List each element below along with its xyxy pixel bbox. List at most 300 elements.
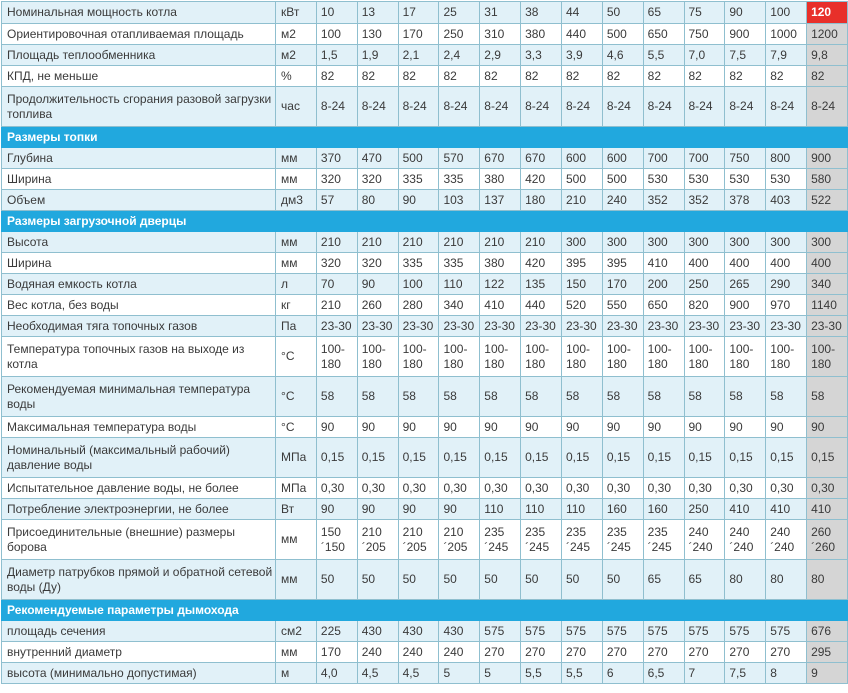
value-cell: 100-180: [766, 337, 807, 377]
value-cell: 82: [480, 66, 521, 87]
value-cell: 235 ´245: [602, 520, 643, 560]
value-cell: 430: [357, 621, 398, 642]
table-row: [2, 337, 848, 377]
value-cell: 100-180: [357, 337, 398, 377]
value-cell: 70: [316, 274, 357, 295]
value-cell: 82: [766, 66, 807, 87]
value-cell: 575: [725, 621, 766, 642]
value-cell: 8-24: [480, 87, 521, 127]
value-cell: 395: [602, 253, 643, 274]
value-cell: 58: [725, 377, 766, 417]
value-cell: 235 ´245: [521, 520, 562, 560]
value-cell: 700: [684, 148, 725, 169]
value-cell: 50: [602, 2, 643, 24]
parameter-label: Объем: [2, 190, 276, 211]
value-cell: 0,15: [725, 438, 766, 478]
value-cell-highlighted: 1140: [807, 295, 848, 316]
value-cell: 240: [398, 642, 439, 663]
parameter-label: Ориентировочная отапливаемая площадь: [2, 24, 276, 45]
value-cell: 970: [766, 295, 807, 316]
value-cell: 210: [521, 232, 562, 253]
value-cell: 50: [316, 560, 357, 600]
value-cell: 340: [439, 295, 480, 316]
value-cell: 410: [766, 499, 807, 520]
value-cell: 210: [357, 232, 398, 253]
value-cell: 50: [480, 560, 521, 600]
unit-cell: Вт: [276, 499, 317, 520]
unit-cell: дм3: [276, 190, 317, 211]
value-cell: 300: [684, 232, 725, 253]
value-cell: 270: [521, 642, 562, 663]
parameter-label: Испытательное давление воды, не более: [2, 478, 276, 499]
value-cell: 23-30: [316, 316, 357, 337]
value-cell: 300: [561, 232, 602, 253]
parameter-label: Номинальная мощность котла: [2, 2, 276, 24]
value-cell: 100-180: [316, 337, 357, 377]
value-cell: 180: [521, 190, 562, 211]
value-cell: 0,15: [684, 438, 725, 478]
value-cell: 25: [439, 2, 480, 24]
value-cell: 5,5: [643, 45, 684, 66]
value-cell: 320: [357, 253, 398, 274]
value-cell: 290: [766, 274, 807, 295]
value-cell: 575: [480, 621, 521, 642]
parameter-label: Присоединительные (внешние) размеры борова: [2, 520, 276, 560]
value-cell: 90: [480, 417, 521, 438]
value-cell: 225: [316, 621, 357, 642]
value-cell: 0,15: [766, 438, 807, 478]
value-cell: 170: [602, 274, 643, 295]
value-cell: 8-24: [316, 87, 357, 127]
value-cell: 8-24: [602, 87, 643, 127]
value-cell: 65: [643, 560, 684, 600]
table-row: [2, 190, 848, 211]
value-cell: 50: [561, 560, 602, 600]
value-cell: 90: [725, 2, 766, 24]
value-cell: 82: [725, 66, 766, 87]
value-cell: 80: [766, 560, 807, 600]
value-cell: 58: [521, 377, 562, 417]
value-cell: 135: [521, 274, 562, 295]
table-row: [2, 169, 848, 190]
value-cell-highlighted: 900: [807, 148, 848, 169]
value-cell: 8-24: [643, 87, 684, 127]
value-cell: 23-30: [398, 316, 439, 337]
value-cell-highlighted: 1200: [807, 24, 848, 45]
value-cell: 103: [439, 190, 480, 211]
value-cell: 650: [643, 24, 684, 45]
value-cell: 430: [398, 621, 439, 642]
value-cell: 240 ´240: [725, 520, 766, 560]
value-cell: 100-180: [439, 337, 480, 377]
value-cell: 410: [643, 253, 684, 274]
value-cell: 100: [766, 2, 807, 24]
value-cell: 90: [766, 417, 807, 438]
value-cell: 50: [398, 560, 439, 600]
value-cell: 50: [439, 560, 480, 600]
value-cell: 4,6: [602, 45, 643, 66]
value-cell: 58: [480, 377, 521, 417]
value-cell: 8-24: [766, 87, 807, 127]
value-cell: 58: [439, 377, 480, 417]
value-cell: 4,5: [398, 663, 439, 684]
value-cell-highlighted: 400: [807, 253, 848, 274]
table-row: [2, 232, 848, 253]
section-header-row: [2, 127, 848, 148]
value-cell: 530: [725, 169, 766, 190]
value-cell: 1000: [766, 24, 807, 45]
unit-cell: м2: [276, 45, 317, 66]
parameter-label: Максимальная температура воды: [2, 417, 276, 438]
value-cell: 82: [521, 66, 562, 87]
value-cell: 240: [357, 642, 398, 663]
value-cell: 820: [684, 295, 725, 316]
parameter-label: высота (минимально допустимая): [2, 663, 276, 684]
unit-cell: °С: [276, 377, 317, 417]
value-cell: 5: [480, 663, 521, 684]
value-cell: 2,1: [398, 45, 439, 66]
value-cell-highlighted: 522: [807, 190, 848, 211]
value-cell: 420: [521, 253, 562, 274]
value-cell: 240: [439, 642, 480, 663]
value-cell: 380: [480, 253, 521, 274]
value-cell: 82: [357, 66, 398, 87]
value-cell: 58: [602, 377, 643, 417]
value-cell: 0,30: [357, 478, 398, 499]
value-cell: 265: [725, 274, 766, 295]
value-cell: 430: [439, 621, 480, 642]
value-cell: 23-30: [480, 316, 521, 337]
value-cell: 150 ´150: [316, 520, 357, 560]
unit-cell: л: [276, 274, 317, 295]
value-cell: 100-180: [643, 337, 684, 377]
value-cell: 160: [602, 499, 643, 520]
value-cell: 500: [602, 24, 643, 45]
value-cell: 270: [643, 642, 684, 663]
value-cell: 65: [684, 560, 725, 600]
value-cell: 0,30: [521, 478, 562, 499]
value-cell: 500: [561, 169, 602, 190]
value-cell: 23-30: [521, 316, 562, 337]
value-cell-highlighted: 260 ´260: [807, 520, 848, 560]
value-cell: 31: [480, 2, 521, 24]
value-cell: 530: [684, 169, 725, 190]
value-cell: 13: [357, 2, 398, 24]
value-cell: 90: [684, 417, 725, 438]
value-cell: 240 ´240: [766, 520, 807, 560]
table-row: [2, 478, 848, 499]
value-cell: 250: [684, 274, 725, 295]
value-cell: 0,30: [316, 478, 357, 499]
value-cell: 8-24: [357, 87, 398, 127]
value-cell: 90: [398, 190, 439, 211]
value-cell: 270: [766, 642, 807, 663]
value-cell: 6,5: [643, 663, 684, 684]
value-cell: 82: [602, 66, 643, 87]
value-cell: 210 ´205: [439, 520, 480, 560]
value-cell: 0,30: [602, 478, 643, 499]
value-cell: 270: [725, 642, 766, 663]
value-cell: 50: [602, 560, 643, 600]
value-cell: 300: [766, 232, 807, 253]
parameter-label: площадь сечения: [2, 621, 276, 642]
value-cell: 352: [643, 190, 684, 211]
value-cell: 250: [684, 499, 725, 520]
value-cell: 58: [643, 377, 684, 417]
value-cell: 7,5: [725, 45, 766, 66]
value-cell-highlighted: 410: [807, 499, 848, 520]
value-cell: 0,15: [602, 438, 643, 478]
value-cell: 210 ´205: [357, 520, 398, 560]
value-cell: 210: [480, 232, 521, 253]
table-row: [2, 24, 848, 45]
unit-cell: °С: [276, 417, 317, 438]
table-row: [2, 438, 848, 478]
parameter-label: Рекомендуемая минимальная температура воды: [2, 377, 276, 417]
parameter-label: Диаметр патрубков прямой и обратной сетевой воды (Ду): [2, 560, 276, 600]
value-cell: 65: [643, 2, 684, 24]
value-cell: 0,15: [521, 438, 562, 478]
value-cell-highlighted: 300: [807, 232, 848, 253]
value-cell: 378: [725, 190, 766, 211]
value-cell: 210: [439, 232, 480, 253]
value-cell: 5,5: [521, 663, 562, 684]
section-title: Размеры топки: [2, 127, 848, 148]
value-cell: 7,9: [766, 45, 807, 66]
value-cell: 210 ´205: [398, 520, 439, 560]
parameter-label: Потребление электроэнергии, не более: [2, 499, 276, 520]
value-cell: 17: [398, 2, 439, 24]
value-cell: 6: [602, 663, 643, 684]
value-cell: 575: [684, 621, 725, 642]
value-cell: 7,5: [725, 663, 766, 684]
unit-cell: час: [276, 87, 317, 127]
parameter-label: Продолжительность сгорания разовой загрузки топлива: [2, 87, 276, 127]
value-cell-highlighted: 80: [807, 560, 848, 600]
value-cell: 0,15: [439, 438, 480, 478]
value-cell: 8-24: [684, 87, 725, 127]
value-cell: 100-180: [480, 337, 521, 377]
value-cell: 470: [357, 148, 398, 169]
parameter-label: Вес котла, без воды: [2, 295, 276, 316]
value-cell: 310: [480, 24, 521, 45]
value-cell: 23-30: [684, 316, 725, 337]
value-cell: 90: [357, 417, 398, 438]
unit-cell: %: [276, 66, 317, 87]
section-title: Рекомендуемые параметры дымохода: [2, 600, 848, 621]
value-cell: 335: [439, 169, 480, 190]
value-cell: 100-180: [684, 337, 725, 377]
value-cell: 500: [398, 148, 439, 169]
value-cell: 0,30: [766, 478, 807, 499]
value-cell: 440: [561, 24, 602, 45]
value-cell: 530: [766, 169, 807, 190]
value-cell: 82: [561, 66, 602, 87]
value-cell: 335: [398, 253, 439, 274]
value-cell: 80: [725, 560, 766, 600]
value-cell-highlighted: 0,30: [807, 478, 848, 499]
value-cell: 90: [602, 417, 643, 438]
value-cell: 210: [561, 190, 602, 211]
value-cell: 100: [398, 274, 439, 295]
value-cell: 82: [643, 66, 684, 87]
value-cell: 75: [684, 2, 725, 24]
value-cell: 100-180: [398, 337, 439, 377]
value-cell: 90: [357, 274, 398, 295]
value-cell-highlighted: 0,15: [807, 438, 848, 478]
value-cell: 900: [725, 24, 766, 45]
value-cell-highlighted: 295: [807, 642, 848, 663]
value-cell: 50: [521, 560, 562, 600]
value-cell: 380: [521, 24, 562, 45]
value-cell: 235 ´245: [561, 520, 602, 560]
value-cell-highlighted: 120: [807, 2, 848, 24]
table-row: [2, 642, 848, 663]
value-cell: 150: [561, 274, 602, 295]
value-cell: 1,9: [357, 45, 398, 66]
value-cell: 100-180: [521, 337, 562, 377]
value-cell: 410: [480, 295, 521, 316]
value-cell: 90: [398, 499, 439, 520]
table-row: [2, 87, 848, 127]
value-cell: 300: [602, 232, 643, 253]
value-cell: 23-30: [439, 316, 480, 337]
value-cell: 38: [521, 2, 562, 24]
unit-cell: мм: [276, 253, 317, 274]
value-cell: 200: [643, 274, 684, 295]
value-cell: 403: [766, 190, 807, 211]
value-cell: 250: [439, 24, 480, 45]
unit-cell: кг: [276, 295, 317, 316]
table-row: [2, 377, 848, 417]
unit-cell: МПа: [276, 478, 317, 499]
value-cell: 100-180: [725, 337, 766, 377]
boiler-spec-table: [1, 1, 848, 684]
value-cell: 800: [766, 148, 807, 169]
value-cell: 400: [766, 253, 807, 274]
value-cell: 8-24: [725, 87, 766, 127]
value-cell: 335: [398, 169, 439, 190]
parameter-label: Высота: [2, 232, 276, 253]
table-row: [2, 560, 848, 600]
value-cell: 650: [643, 295, 684, 316]
unit-cell: мм: [276, 169, 317, 190]
value-cell: 440: [521, 295, 562, 316]
value-cell: 110: [439, 274, 480, 295]
value-cell-highlighted: 82: [807, 66, 848, 87]
value-cell: 8-24: [439, 87, 480, 127]
value-cell: 240: [602, 190, 643, 211]
value-cell: 57: [316, 190, 357, 211]
value-cell: 100: [316, 24, 357, 45]
value-cell: 58: [766, 377, 807, 417]
value-cell: 300: [643, 232, 684, 253]
parameter-label: Площадь теплообменника: [2, 45, 276, 66]
table-row: [2, 316, 848, 337]
table-row: [2, 520, 848, 560]
value-cell: 0,30: [398, 478, 439, 499]
value-cell: 575: [602, 621, 643, 642]
unit-cell: мм: [276, 642, 317, 663]
value-cell: 23-30: [643, 316, 684, 337]
unit-cell: мм: [276, 520, 317, 560]
value-cell-highlighted: 23-30: [807, 316, 848, 337]
value-cell: 235 ´245: [480, 520, 521, 560]
value-cell: 7: [684, 663, 725, 684]
value-cell: 0,30: [439, 478, 480, 499]
value-cell: 58: [684, 377, 725, 417]
value-cell: 8-24: [561, 87, 602, 127]
value-cell: 320: [357, 169, 398, 190]
value-cell: 137: [480, 190, 521, 211]
value-cell: 395: [561, 253, 602, 274]
value-cell: 380: [480, 169, 521, 190]
value-cell: 575: [521, 621, 562, 642]
table-row: [2, 499, 848, 520]
value-cell: 82: [439, 66, 480, 87]
value-cell-highlighted: 9: [807, 663, 848, 684]
table-row: [2, 2, 848, 24]
value-cell: 110: [480, 499, 521, 520]
value-cell: 90: [561, 417, 602, 438]
section-header-row: [2, 600, 848, 621]
value-cell: 0,30: [480, 478, 521, 499]
value-cell: 100-180: [602, 337, 643, 377]
section-header-row: [2, 211, 848, 232]
value-cell: 600: [602, 148, 643, 169]
value-cell-highlighted: 580: [807, 169, 848, 190]
value-cell: 240 ´240: [684, 520, 725, 560]
value-cell: 400: [725, 253, 766, 274]
value-cell: 170: [316, 642, 357, 663]
value-cell: 90: [316, 417, 357, 438]
value-cell: 0,15: [561, 438, 602, 478]
value-cell: 82: [316, 66, 357, 87]
value-cell: 500: [602, 169, 643, 190]
value-cell-highlighted: 676: [807, 621, 848, 642]
value-cell: 750: [684, 24, 725, 45]
parameter-label: КПД, не меньше: [2, 66, 276, 87]
value-cell: 90: [725, 417, 766, 438]
value-cell-highlighted: 9,8: [807, 45, 848, 66]
parameter-label: Ширина: [2, 169, 276, 190]
value-cell: 7,0: [684, 45, 725, 66]
value-cell: 0,15: [316, 438, 357, 478]
table-row: [2, 45, 848, 66]
value-cell: 700: [643, 148, 684, 169]
value-cell: 0,30: [643, 478, 684, 499]
value-cell-highlighted: 340: [807, 274, 848, 295]
value-cell: 82: [398, 66, 439, 87]
unit-cell: м2: [276, 24, 317, 45]
value-cell: 5,5: [561, 663, 602, 684]
table-row: [2, 253, 848, 274]
value-cell: 170: [398, 24, 439, 45]
value-cell: 575: [561, 621, 602, 642]
table-row: [2, 621, 848, 642]
unit-cell: Па: [276, 316, 317, 337]
parameter-label: Глубина: [2, 148, 276, 169]
value-cell: 1,5: [316, 45, 357, 66]
parameter-label: внутренний диаметр: [2, 642, 276, 663]
value-cell: 210: [398, 232, 439, 253]
value-cell: 0,30: [684, 478, 725, 499]
value-cell: 270: [602, 642, 643, 663]
value-cell: 320: [316, 169, 357, 190]
value-cell: 550: [602, 295, 643, 316]
value-cell: 4,0: [316, 663, 357, 684]
parameter-label: Необходимая тяга топочных газов: [2, 316, 276, 337]
